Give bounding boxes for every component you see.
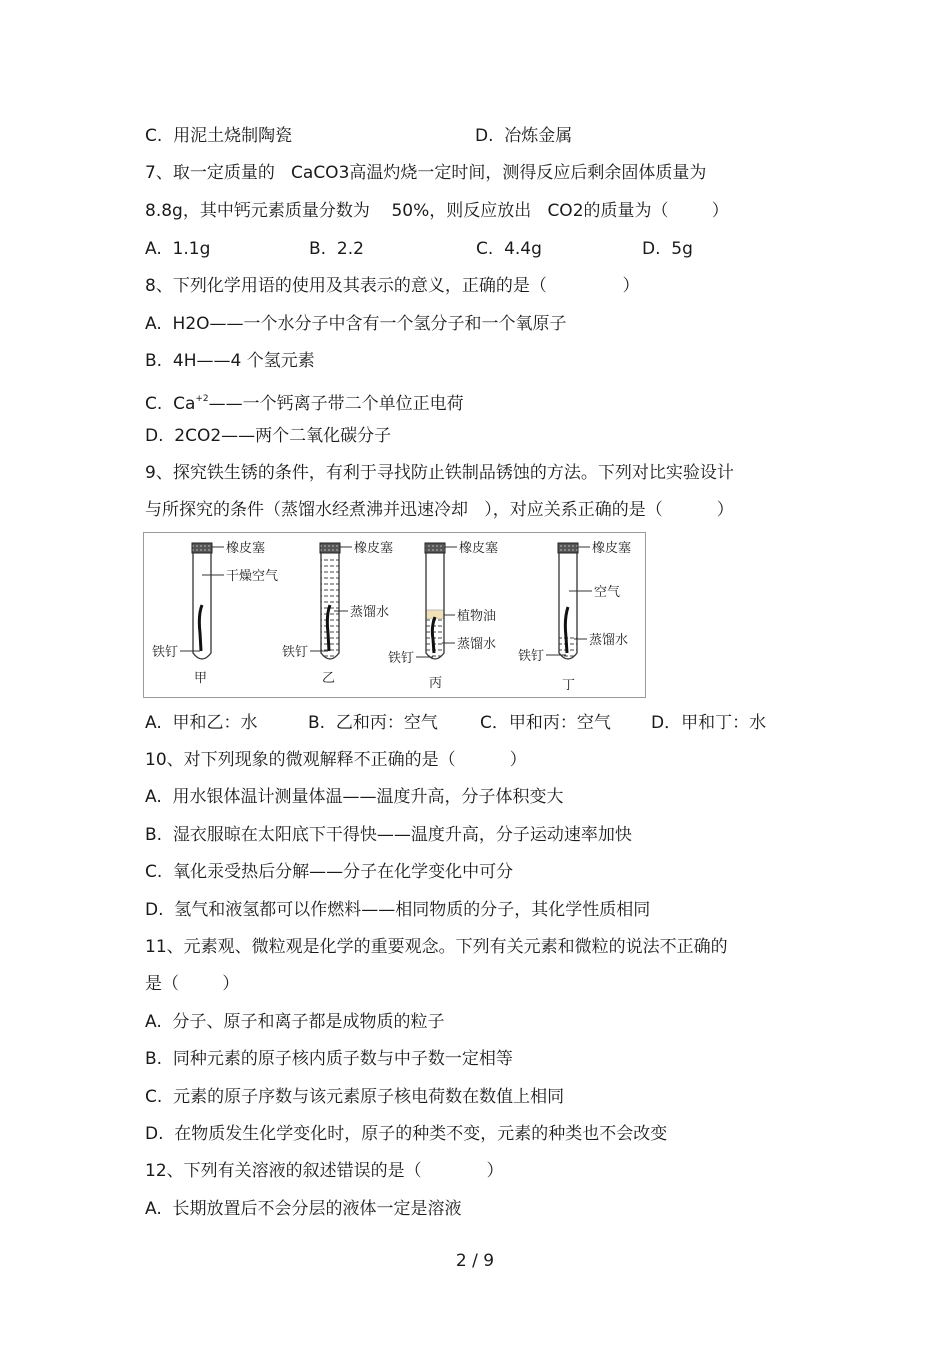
q8-option-b: B. 4H——4 个氢元素: [145, 351, 315, 371]
label-nail-jia: 铁钉: [152, 645, 179, 660]
tube-yi: [282, 540, 393, 686]
q8-option-c-charge: +2: [195, 394, 209, 404]
stopper-yi: [320, 543, 340, 553]
stopper-bing: [425, 543, 445, 553]
label-water-bing: 蒸馏水: [457, 637, 497, 652]
q9-stem-line2: 与所探究的条件（蒸馏水经煮沸并迅速冷却 ），对应关系正确的是（ ）: [145, 500, 734, 520]
q11-stem-line1: 11、元素观、微粒观是化学的重要观念。下列有关元素和微粒的说法不正确的: [145, 937, 728, 957]
page-number: 2 / 9: [455, 1251, 495, 1271]
q7-stem-line2: 8.8g，其中钙元素质量分数为 50%，则反应放出 CO2的质量为（ ）: [145, 201, 729, 221]
q10-option-a: A. 用水银体温计测量体温——温度升高，分子体积变大: [145, 787, 564, 807]
q8-option-a: A. H2O——一个水分子中含有一个氢分子和一个氧原子: [145, 314, 567, 334]
stopper-ding: [558, 543, 578, 553]
label-water-yi: 蒸馏水: [350, 605, 390, 620]
q7-option-d: D. 5g: [642, 239, 693, 259]
label-dry-air: 干燥空气: [226, 569, 279, 584]
q8-option-d: D. 2CO2——两个二氧化碳分子: [145, 426, 392, 446]
q9-stem-line1: 9、探究铁生锈的条件，有利于寻找防止铁制品锈蚀的方法。下列对比实验设计: [145, 463, 734, 483]
tube-ding: [518, 540, 631, 693]
q8-option-c-text: ——一个钙离子带二个单位正电荷: [208, 394, 464, 414]
q8-option-c-prefix: C. Ca: [145, 394, 196, 414]
tube-label-yi: 乙: [322, 671, 336, 686]
q7-option-a: A. 1.1g: [145, 239, 211, 259]
q6-option-c: C. 用泥土烧制陶瓷: [145, 126, 293, 146]
tube-label-ding: 丁: [562, 678, 576, 693]
label-water-ding: 蒸馏水: [589, 633, 629, 648]
q9-option-c: C．甲和丙：空气: [480, 713, 611, 733]
q12-option-a: A. 长期放置后不会分层的液体一定是溶液: [145, 1199, 462, 1219]
q7-option-b: B. 2.2: [309, 239, 364, 259]
q9-option-b: B. 乙和丙：空气: [308, 713, 438, 733]
q11-option-b: B. 同种元素的原子核内质子数与中子数一定相等: [145, 1049, 513, 1069]
q9-option-d: D．甲和丁：水: [651, 713, 767, 733]
tube-bing: [388, 540, 498, 691]
nail-ding: [565, 607, 568, 653]
iron-rust-experiment-figure: [143, 532, 646, 698]
q8-option-c: [145, 389, 464, 414]
label-stopper-bing: 橡皮塞: [459, 541, 499, 556]
label-nail-ding: 铁钉: [518, 649, 545, 664]
nail-jia: [199, 605, 202, 651]
q7-option-c: C. 4.4g: [476, 239, 542, 259]
q12-stem: 12、下列有关溶液的叙述错误的是（ ）: [145, 1161, 504, 1181]
q11-option-d: D. 在物质发生化学变化时，原子的种类不变，元素的种类也不会改变: [145, 1124, 668, 1144]
label-air: 空气: [594, 585, 621, 600]
q10-option-c: C. 氧化汞受热后分解——分子在化学变化中可分: [145, 862, 514, 882]
q11-option-a: A. 分子、原子和离子都是成物质的粒子: [145, 1012, 445, 1032]
label-stopper-yi: 橡皮塞: [354, 541, 394, 556]
label-plant-oil: 植物油: [457, 609, 497, 624]
tube-jia: [152, 540, 278, 686]
label-nail-bing: 铁钉: [388, 651, 415, 666]
q10-stem: 10、对下列现象的微观解释不正确的是（ ）: [145, 750, 527, 770]
stopper-jia: [192, 543, 212, 553]
label-stopper-ding: 橡皮塞: [592, 541, 632, 556]
q10-option-b: B. 湿衣服晾在太阳底下干得快——温度升高，分子运动速率加快: [145, 825, 632, 845]
test-tube-diagram: [144, 533, 647, 699]
q6-option-d: D. 冶炼金属: [475, 126, 573, 146]
tube-label-jia: 甲: [194, 671, 208, 686]
label-nail-yi: 铁钉: [282, 645, 309, 660]
q10-option-d: D. 氢气和液氢都可以作燃料——相同物质的分子，其化学性质相同: [145, 900, 651, 920]
label-stopper-jia: 橡皮塞: [226, 541, 266, 556]
q11-stem-line2: 是（ ）: [145, 974, 240, 994]
q7-stem-line1: 7、取一定质量的 CaCO3高温灼烧一定时间，测得反应后剩余固体质量为: [145, 163, 707, 183]
q8-stem: 8、下列化学用语的使用及其表示的意义，正确的是（ ）: [145, 276, 640, 296]
tube-label-bing: 丙: [429, 676, 443, 691]
q11-option-c: C. 元素的原子序数与该元素原子核电荷数在数值上相同: [145, 1087, 565, 1107]
q9-option-a: A. 甲和乙：水: [145, 713, 258, 733]
